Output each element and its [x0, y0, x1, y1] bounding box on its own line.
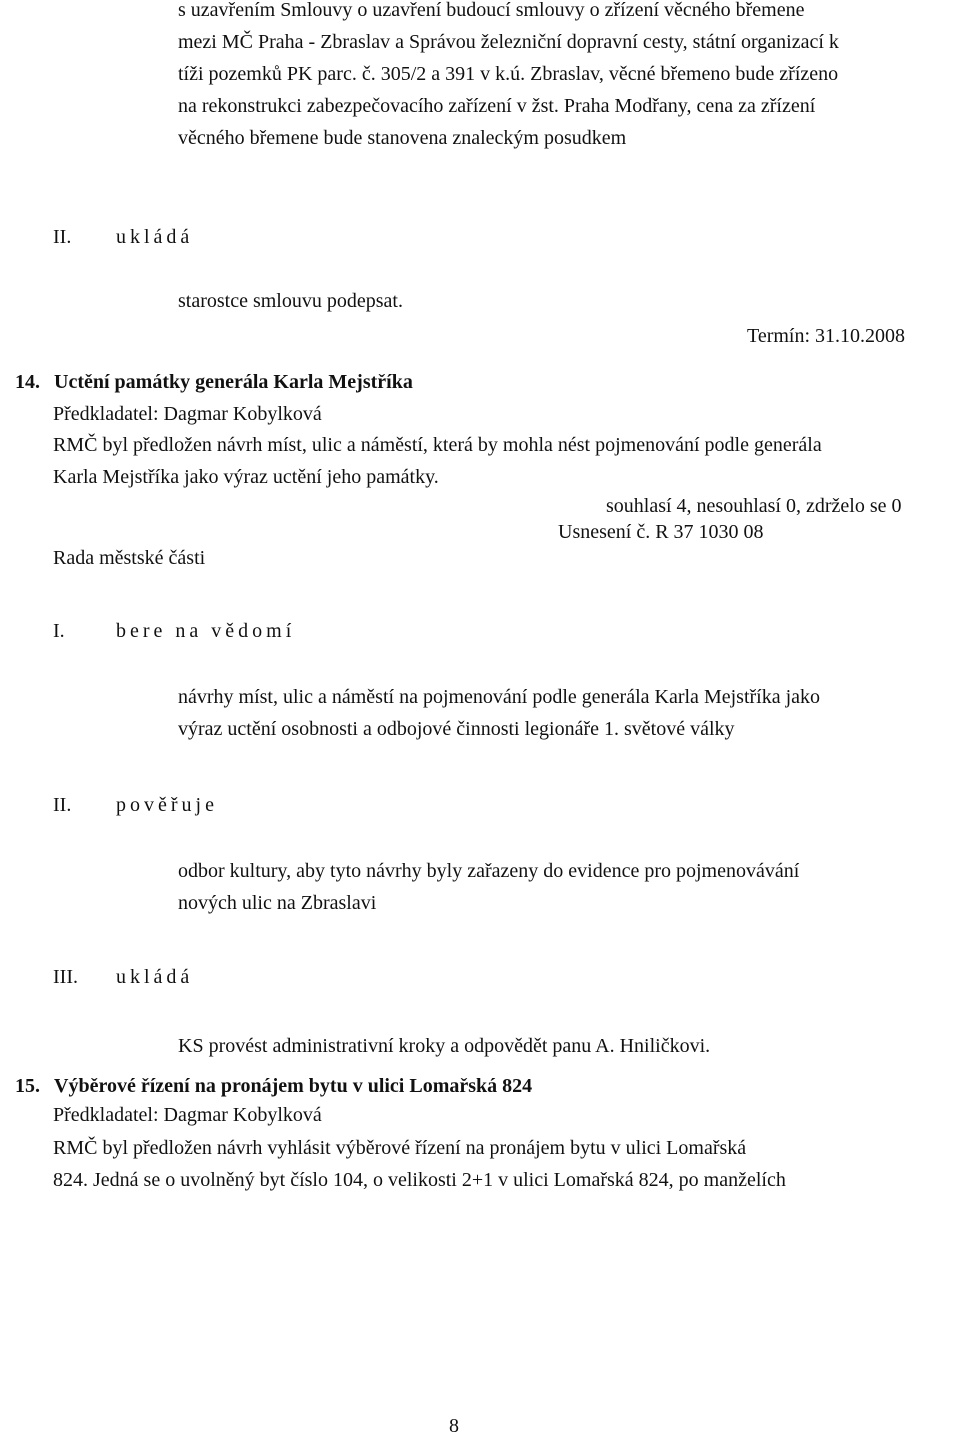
section-numeral: II. [53, 226, 72, 248]
section-line: návrhy míst, ulic a náměstí na pojmenování podle generála Karla Mejstříka jako [178, 686, 821, 708]
page-number: 8 [449, 1415, 459, 1437]
section-numeral: I. [53, 620, 65, 642]
resolution-number: Usnesení č. R 37 1030 08 [558, 521, 764, 543]
section-text [178, 681, 820, 745]
section-numeral: III. [53, 966, 78, 988]
section-line: výraz uctění osobnosti a odbojové činnosti legionáře 1. světové války [178, 718, 735, 740]
item-number: 15. [15, 1075, 40, 1097]
section-numeral: II. [53, 794, 72, 816]
description-line: Karla Mejstříka jako výraz uctění jeho památky. [53, 466, 439, 488]
intro-line: mezi MČ Praha - Zbraslav a Správou železniční dopravní cesty, státní organizací k [178, 31, 839, 53]
intro-paragraph [178, 0, 839, 154]
vote-result: souhlasí 4, nesouhlasí 0, zdrželo se 0 [606, 495, 902, 517]
section-line: odbor kultury, aby tyto návrhy byly zařazeny do evidence pro pojmenovávání [178, 860, 800, 882]
section-text [178, 855, 799, 919]
description-line: RMČ byl předložen návrh míst, ulic a náměstí, která by mohla nést pojmenování podle generála [53, 434, 822, 456]
intro-line: tíži pozemků PK parc. č. 305/2 a 391 v k.ú. Zbraslav, věcné břemeno bude zřízeno [178, 63, 839, 85]
description-line: 824. Jedná se o uvolněný byt číslo 104, o velikosti 2+1 v ulici Lomařská 824, po manželích [53, 1169, 786, 1191]
intro-line: s uzavřením Smlouvy o uzavření budoucí smlouvy o zřízení věcného břemene [178, 0, 805, 21]
item-title: Výběrové řízení na pronájem bytu v ulici Lomařská 824 [54, 1075, 533, 1097]
item-description [53, 1132, 786, 1196]
section-text: starostce smlouvu podepsat. [178, 290, 403, 312]
section-verb: ukládá [116, 226, 194, 248]
intro-line: věcného břemene bude stanovena znaleckým posudkem [178, 127, 627, 149]
item-description [53, 429, 822, 493]
intro-line: na rekonstrukci zabezpečovacího zařízení v žst. Praha Modřany, cena za zřízení [178, 95, 816, 117]
section-line: KS provést administrativní kroky a odpovědět panu A. Hniličkovi. [178, 1035, 711, 1057]
section-line: nových ulic na Zbraslavi [178, 892, 377, 914]
council-body: Rada městské části [53, 547, 206, 569]
presenter: Předkladatel: Dagmar Kobylková [53, 403, 322, 425]
presenter: Předkladatel: Dagmar Kobylková [53, 1104, 322, 1126]
deadline: Termín: 31.10.2008 [747, 325, 906, 347]
section-verb: bere na vědomí [116, 620, 296, 642]
item-number: 14. [15, 371, 40, 393]
section-verb: pověřuje [116, 794, 218, 816]
description-line: RMČ byl předložen návrh vyhlásit výběrové řízení na pronájem bytu v ulici Lomařská [53, 1137, 747, 1159]
item-title: Uctění památky generála Karla Mejstříka [54, 371, 413, 393]
section-verb: ukládá [116, 966, 194, 988]
